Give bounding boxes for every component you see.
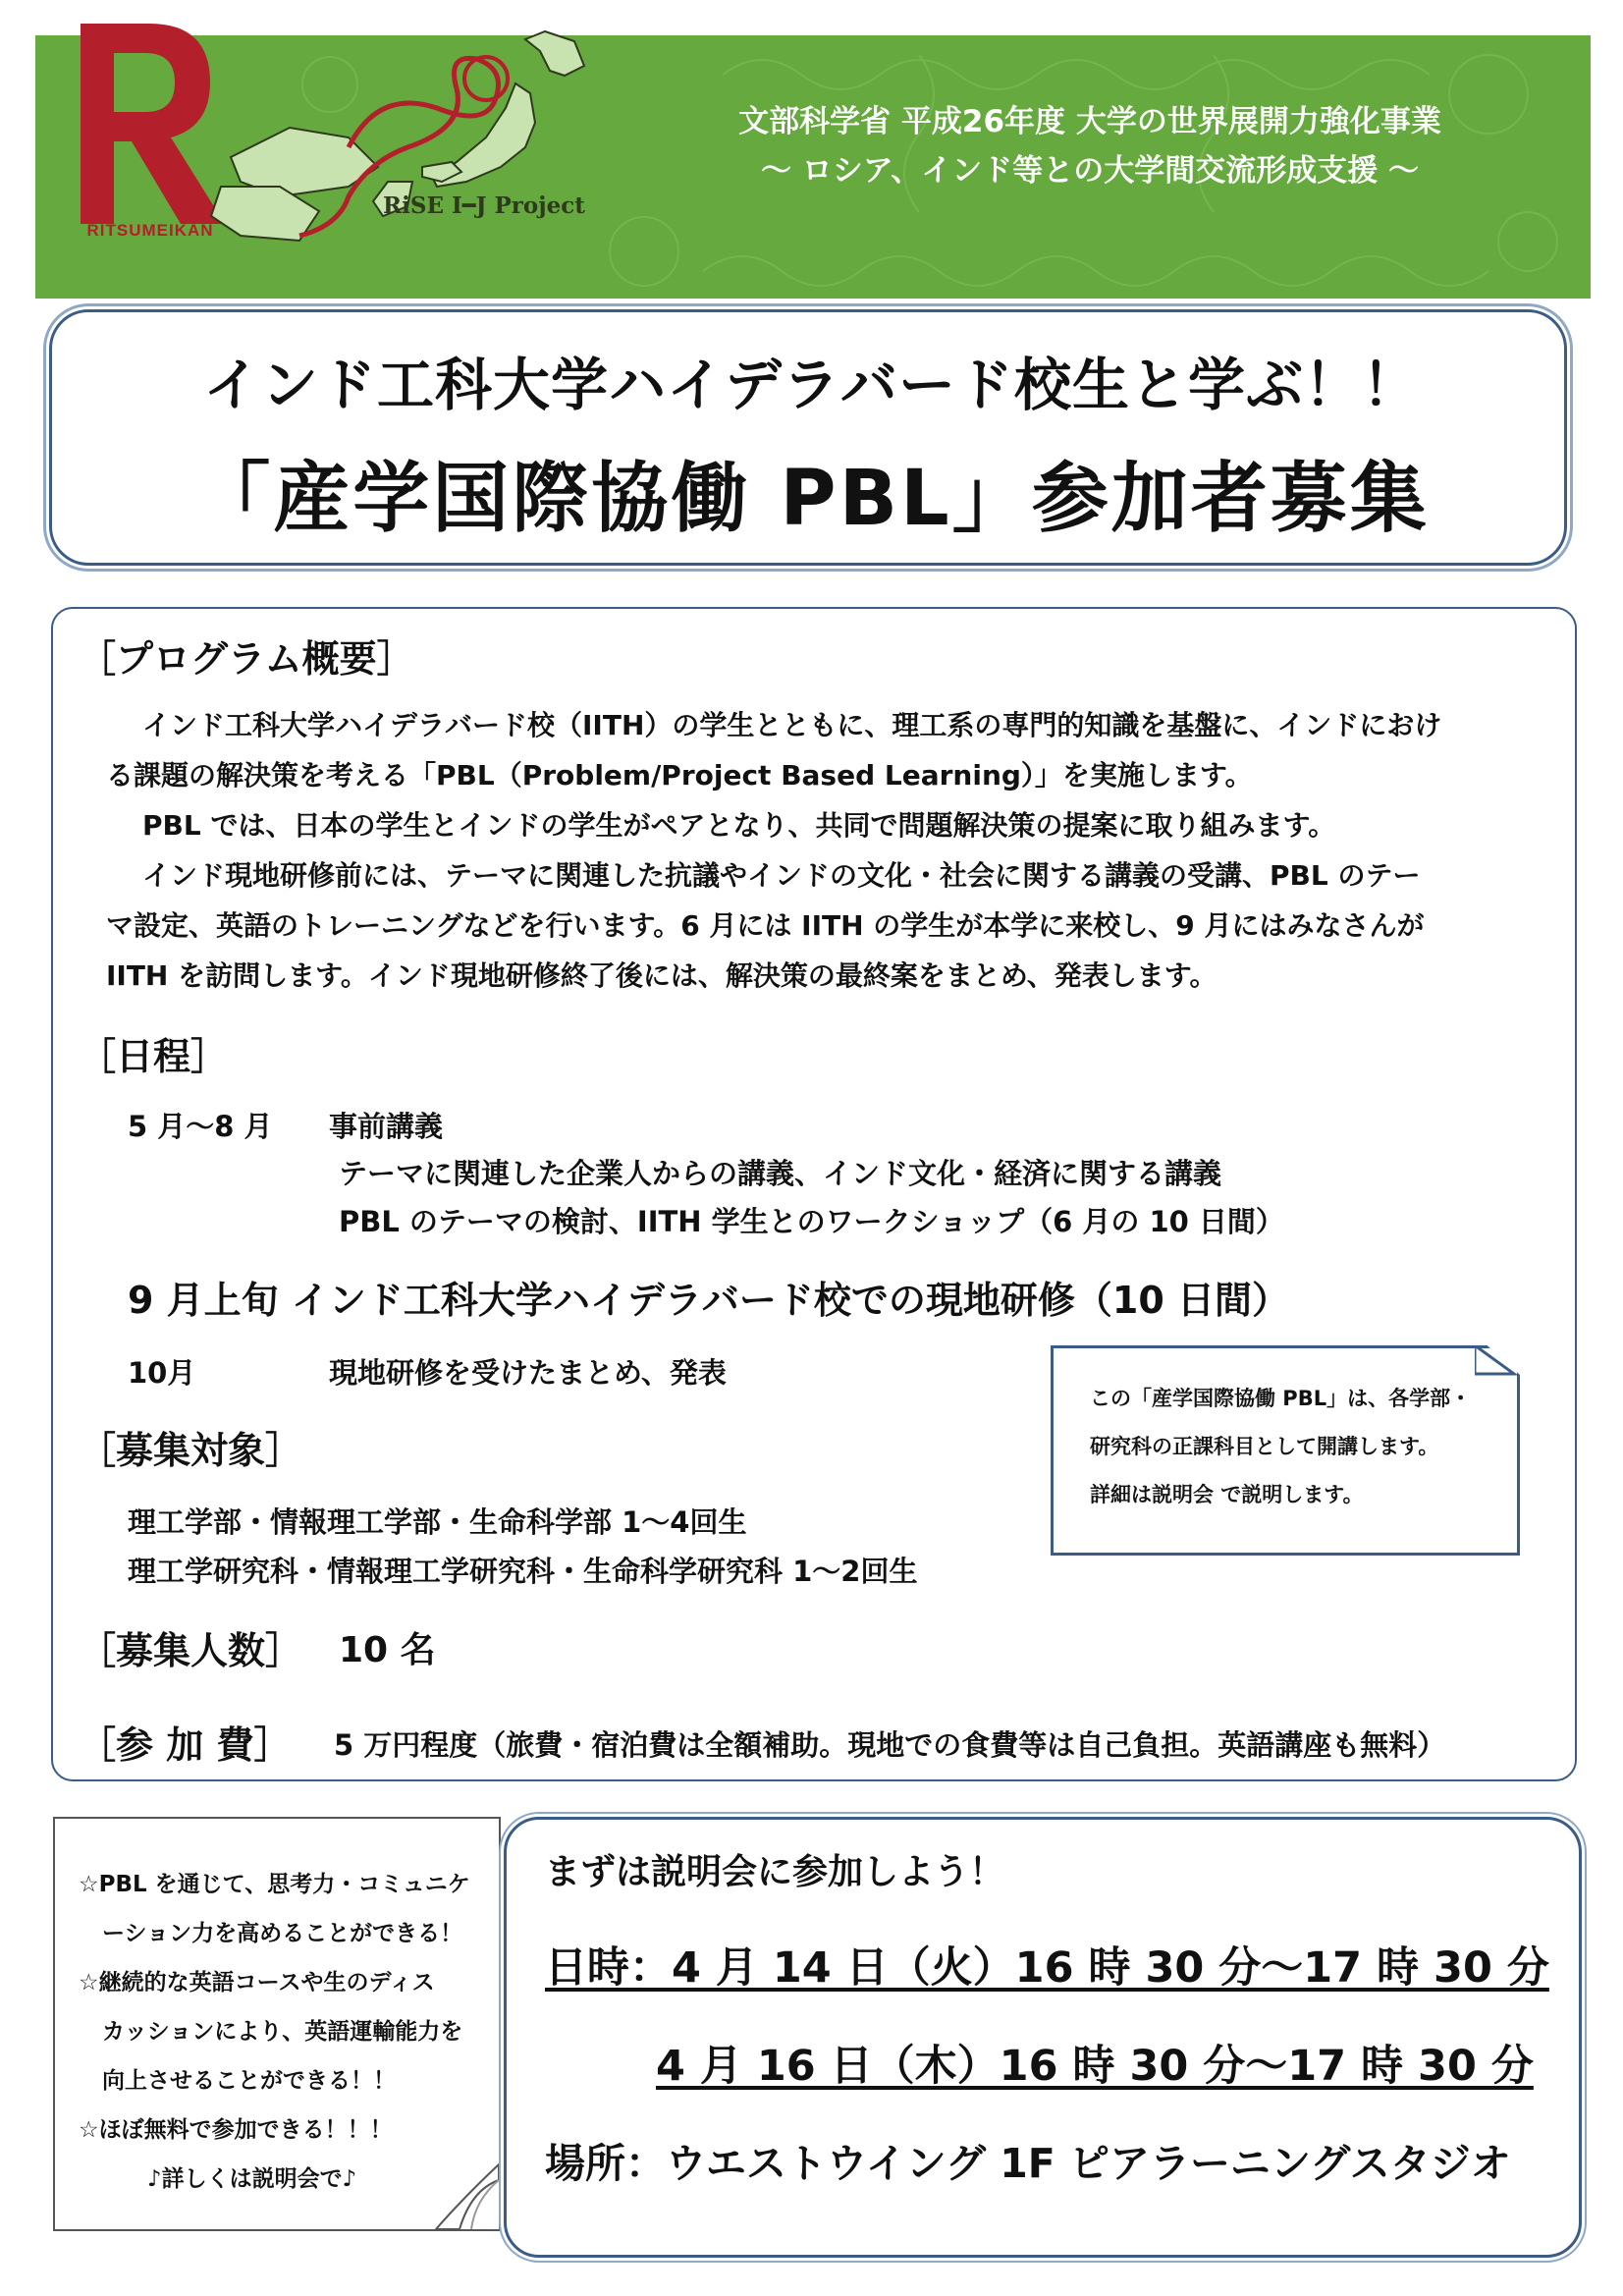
page-curl-icon — [432, 2160, 501, 2231]
overview-line-6: IITH を訪問します。インド現地研修終了後には、解決策の最終案をまとめ、発表します。 — [106, 959, 1217, 992]
note-line-1: この「産学国際協働 PBL」は、各学部・ — [1090, 1387, 1472, 1410]
banner-subtitle-2: ～ ロシア、インド等との大学間交流形成支援 ～ — [760, 153, 1420, 189]
title-line-2: 「産学国際協働 PBL」参加者募集 — [193, 455, 1430, 543]
overview-line-4: インド現地研修前には、テーマに関連した抗議やインドの文化・社会に関する講義の受講、PBL のテー — [142, 859, 1421, 892]
tip-line-2: ーション力を高めることができる！ — [102, 1921, 463, 1946]
title-line-1: インド工科大学ハイデラバード校生と学ぶ！！ — [202, 352, 1420, 418]
note-fold-icon — [1475, 1345, 1517, 1377]
target-line-1: 理工学部・情報理工学部・生命科学部 1～4回生 — [128, 1505, 747, 1539]
tip-line-3: ☆継続的な英語コースや生のディス — [79, 1970, 435, 1995]
schedule-item2: 9 月上旬 インド工科大学ハイデラバード校での現地研修（10 日間） — [128, 1279, 1290, 1322]
overview-line-2: る課題の解決策を考える「PBL（Problem/Project Based Learning）」を実施します。 — [106, 759, 1253, 792]
target-line-2: 理工学研究科・情報理工学研究科・生命科学研究科 1～2回生 — [128, 1555, 918, 1588]
schedule-item3-title: 現地研修を受けたまとめ、発表 — [329, 1356, 727, 1390]
banner-subtitle-1: 文部科学省 平成26年度 大学の世界展開力強化事業 — [738, 104, 1441, 139]
schedule-item1-period: 5 月～8 月 — [128, 1110, 273, 1143]
schedule-item1-title: 事前講義 — [329, 1110, 444, 1143]
fee-heading: ［参 加 費］ — [79, 1723, 292, 1767]
session-place: 場所：ウエストウイング 1F ピアラーニングスタジオ — [545, 2140, 1511, 2187]
tip-line-7: ♪詳しくは説明会で♪ — [147, 2166, 357, 2192]
project-label: RiSE I━J Project — [383, 192, 585, 219]
note-line-3: 詳細は説明会 で説明します。 — [1090, 1483, 1364, 1506]
tip-line-4: カッションにより、英語運輸能力を — [102, 2019, 463, 2045]
overview-line-5: マ設定、英語のトレーニングなどを行います。6 月には IITH の学生が本学に来校し、9 月にはみなさんが — [106, 909, 1425, 942]
note-line-2: 研究科の正課科目として開講します。 — [1090, 1435, 1439, 1458]
capacity-heading: ［募集人数］ — [79, 1629, 303, 1672]
tip-line-6: ☆ほぼ無料で参加できる！！！ — [79, 2117, 393, 2143]
tip-line-5: 向上させることができる！！ — [102, 2068, 396, 2094]
capacity-value: 10 名 — [339, 1630, 436, 1670]
logo-text: RITSUMEIKAN — [86, 221, 214, 240]
schedule-item3-period: 10月 — [128, 1356, 196, 1390]
session-heading: まずは説明会に参加しよう！ — [545, 1852, 1005, 1892]
schedule-item1-detail2: PBL のテーマの検討、IITH 学生とのワークショップ（6 月の 10 日間） — [339, 1205, 1284, 1238]
fee-value: 5 万円程度（旅費・宿泊費は全額補助。現地での食費等は自己負担。英語講座も無料） — [334, 1728, 1446, 1762]
overview-line-3: PBL では、日本の学生とインドの学生がペアとなり、共同で問題解決策の提案に取り組みます。 — [142, 809, 1336, 842]
target-heading: ［募集対象］ — [79, 1429, 303, 1472]
overview-heading: ［プログラム概要］ — [79, 637, 414, 681]
schedule-item1-detail1: テーマに関連した企業人からの講義、インド文化・経済に関する講義 — [339, 1157, 1222, 1190]
schedule-heading: ［日程］ — [79, 1035, 229, 1078]
tip-line-1: ☆PBL を通じて、思考力・コミュニケ — [79, 1872, 470, 1897]
session-date-2: 4 月 16 日（木）16 時 30 分～17 時 30 分 — [656, 2042, 1534, 2091]
session-date-1: 日時：4 月 14 日（火）16 時 30 分～17 時 30 分 — [545, 1943, 1549, 1993]
overview-line-1: インド工科大学ハイデラバード校（IITH）の学生とともに、理工系の専門的知識を基盤に、インドにおけ — [142, 709, 1442, 741]
